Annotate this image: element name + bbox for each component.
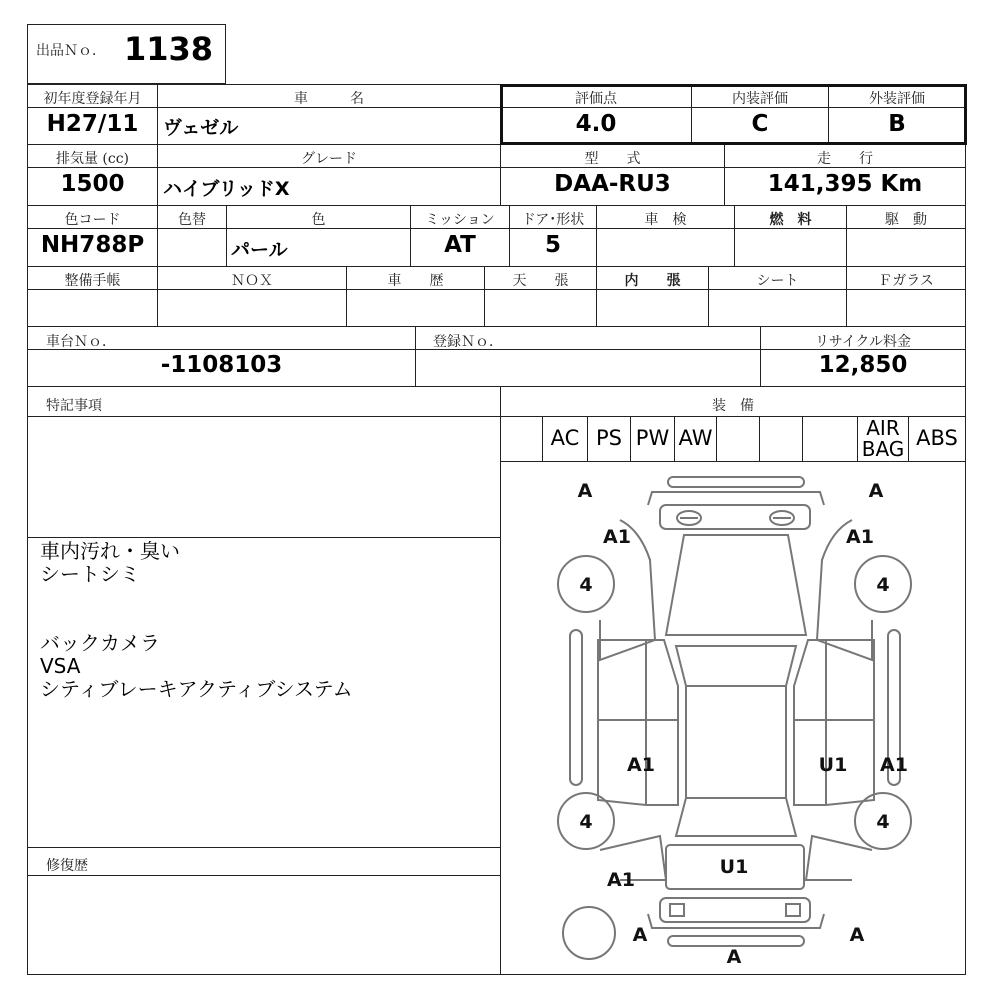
equipment-airbag: AIR BAG bbox=[861, 416, 905, 461]
equipment-pw: PW bbox=[635, 426, 670, 450]
exterior-label: 外装評価 bbox=[869, 91, 925, 107]
equipment-abs: ABS bbox=[916, 426, 958, 450]
displacement-value: 1500 bbox=[60, 171, 125, 197]
lot-number: 1138 bbox=[124, 30, 214, 68]
nox-label: ＮＯＸ bbox=[231, 273, 273, 289]
remarks-line bbox=[40, 609, 353, 632]
damage-mark: A bbox=[868, 480, 884, 502]
tire-mark: 4 bbox=[876, 574, 890, 596]
grade-label: グレード bbox=[301, 151, 357, 167]
damage-mark: A1 bbox=[880, 754, 908, 776]
tire-mark: 4 bbox=[876, 811, 890, 833]
grade-value: ハイブリッドX bbox=[163, 178, 290, 200]
remarks-line: シティブレーキアクティブシステム bbox=[40, 677, 353, 701]
damage-mark: A bbox=[849, 924, 865, 946]
interior-label: 内装評価 bbox=[732, 91, 788, 107]
damage-mark: A bbox=[726, 946, 742, 968]
tire-mark: 4 bbox=[579, 574, 593, 596]
history-label: 車 歴 bbox=[387, 273, 444, 289]
chassis-label: 車台Ｎｏ． bbox=[46, 334, 116, 350]
first-reg-label: 初年度登録年月 bbox=[43, 91, 142, 107]
repair-label: 修復歴 bbox=[46, 858, 88, 874]
model-value: DAA-RU3 bbox=[554, 171, 671, 197]
exterior-value: B bbox=[888, 111, 906, 137]
equipment-ps: PS bbox=[596, 426, 622, 450]
maintenance-label: 整備手帳 bbox=[64, 273, 121, 289]
glass-label: Ｆガラス bbox=[878, 273, 934, 289]
color-value: パール bbox=[231, 239, 288, 261]
color-change-label: 色替 bbox=[178, 212, 206, 228]
damage-mark: A1 bbox=[846, 526, 874, 548]
damage-mark: A bbox=[632, 924, 648, 946]
remarks-line: シートシミ bbox=[40, 562, 140, 586]
door-label: ドア･形状 bbox=[521, 212, 585, 228]
tire-mark: 4 bbox=[579, 811, 593, 833]
score-value: 4.0 bbox=[575, 111, 617, 137]
color-code-label: 色コード bbox=[64, 212, 121, 228]
damage-mark: U1 bbox=[719, 856, 749, 878]
door-value: 5 bbox=[544, 232, 561, 258]
remarks-line: バックカメラ bbox=[40, 631, 160, 655]
damage-mark: U1 bbox=[818, 754, 848, 776]
equipment-aw: AW bbox=[678, 426, 713, 450]
remarks-line: VSA bbox=[40, 654, 81, 678]
displacement-label: 排気量 (cc) bbox=[55, 151, 130, 167]
remarks-line: 車内汚れ・臭い bbox=[40, 539, 180, 563]
equipment-label: 装 備 bbox=[712, 398, 754, 414]
inner-label: 内 張 bbox=[624, 273, 681, 289]
equipment-ac: AC bbox=[550, 426, 580, 450]
damage-mark: A1 bbox=[607, 869, 635, 891]
remarks-line bbox=[40, 586, 353, 609]
registration-label: 登録Ｎｏ． bbox=[433, 334, 503, 350]
model-label: 型 式 bbox=[584, 151, 641, 167]
recycle-value: 12,850 bbox=[818, 352, 908, 378]
mission-label: ミッション bbox=[425, 212, 495, 228]
mission-value: AT bbox=[444, 232, 476, 258]
fuel-label: 燃 料 bbox=[769, 212, 812, 228]
lot-label: 出品Ｎｏ． bbox=[36, 43, 106, 59]
name-label: 車 名 bbox=[294, 91, 364, 107]
damage-mark: A1 bbox=[627, 754, 655, 776]
remarks-lines bbox=[40, 540, 353, 701]
name-value: ヴェゼル bbox=[163, 117, 239, 139]
score-label: 評価点 bbox=[575, 91, 617, 107]
recycle-label: リサイクル料金 bbox=[814, 334, 912, 350]
spare-tire bbox=[563, 907, 615, 959]
drive-label: 駆 動 bbox=[885, 212, 927, 228]
seat-label: シート bbox=[756, 273, 799, 289]
interior-value: C bbox=[751, 111, 769, 137]
mileage-value: 141,395 Km bbox=[767, 171, 923, 197]
mileage-label: 走 行 bbox=[817, 151, 873, 167]
roof-label: 天 張 bbox=[512, 273, 569, 289]
chassis-value: -1108103 bbox=[160, 352, 283, 378]
remarks-label: 特記事項 bbox=[46, 398, 102, 414]
inspection-label: 車 検 bbox=[644, 212, 687, 228]
damage-mark: A1 bbox=[603, 526, 631, 548]
color-code-value: NH788P bbox=[40, 232, 145, 258]
damage-mark: A bbox=[577, 480, 593, 502]
color-label: 色 bbox=[311, 212, 326, 228]
first-reg-value: H27/11 bbox=[46, 111, 139, 137]
